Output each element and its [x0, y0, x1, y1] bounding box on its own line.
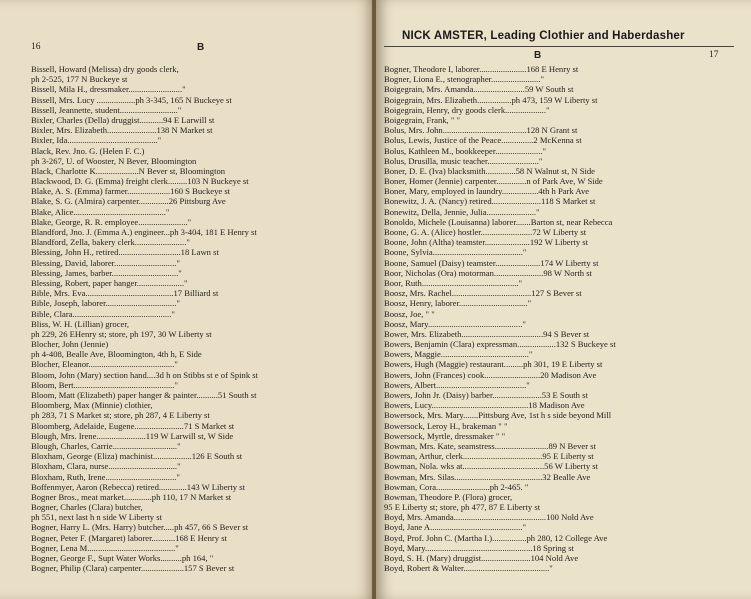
directory-entry: Bowman, Mrs. Kate, seamstress.........................89 N Bever st	[384, 440, 596, 451]
directory-entry: Blake, Alice..........................................."	[31, 206, 170, 217]
directory-entry: Bower, Mrs. Elizabeth......................................94 S Bever st	[384, 328, 590, 339]
directory-entry: Blake, S. G. (Almira) carpenter..............26 Pittsburg Ave	[31, 196, 226, 207]
directory-entry: Boyd, Robert & Walter........................................"	[384, 563, 553, 574]
directory-entry: Bogner, Harry L. (Mrs. Harry) butcher.....ph 457, 66 S Bever st	[31, 522, 249, 533]
left-entry-list	[31, 64, 371, 573]
directory-entry: Bloxham, Clara, nurse................................"	[31, 461, 181, 472]
directory-entry: Bissell, Mrs. Lucy ..................ph 3-345, 165 N Buckeye st	[31, 94, 232, 105]
directory-entry: Boyd, Mary..................................................18 Spring st	[384, 542, 574, 553]
directory-entry: Boor, Ruth............................................."	[384, 277, 523, 288]
directory-entry: Bogner, Peter F. (Margaret) laborer...........168 E Henry st	[31, 532, 227, 543]
running-head: NICK AMSTER, Leading Clothier and Haberdasher	[402, 30, 685, 42]
directory-entry: Boosz, Henry, laborer................................"	[384, 298, 532, 309]
directory-entry: Blandford, Jno. J. (Emma A.) engineer...ph 3-404, 181 E Henry st	[31, 227, 257, 237]
directory-entry: Bogner, Lena M........................................."	[31, 542, 179, 553]
directory-entry: Bowman, Arthur, clerk.....................................95 E Liberty st	[384, 451, 594, 462]
directory-entry: Bonoldo, Michele (Louisanna) laborer.......Barton st, near Rebecca	[384, 216, 613, 227]
directory-entry: Bogner, Charles (Clara) butcher,	[31, 502, 143, 513]
directory-entry: Bixler, Mrs. Elizabeth.......................138 N Market st	[31, 125, 213, 136]
directory-entry: Bloom, John (Mary) section hand....3d h on Stibbs st e of Spink st	[31, 369, 259, 380]
directory-entry: Bolus, Kathleen M., bookkeeper......................"	[384, 145, 546, 156]
directory-entry: Bowers, Maggie........................................."	[384, 349, 533, 360]
directory-entry: Bloom, Bert..............................................."	[31, 379, 178, 390]
directory-entry: Blessing, Robert, paper hanger......................"	[31, 277, 188, 288]
directory-entry: Bolus, Drusilla, music teacher........................"	[384, 155, 543, 166]
directory-entry: Bonewitz, J. A. (Nancy) retired.......................118 S Market st	[384, 196, 596, 207]
directory-entry: Bowers, John (Frances) cook..........................20 Madison Ave	[384, 369, 597, 380]
directory-entry: ph 551, next last h n side W Liberty st	[31, 512, 162, 523]
directory-entry: Bolus, Lewis, Justice of the Peace...............2 McKenna st	[384, 135, 582, 146]
directory-entry: Blough, Charles, Carrie.............................."	[31, 440, 181, 451]
directory-entry: Black, Rev. Jno. G. (Helen F. C.)	[31, 145, 145, 156]
left-section-letter: B	[197, 42, 205, 53]
directory-entry: Boyd, Prof. John C. (Martha I.)................ph 280, 12 College Ave	[384, 532, 608, 543]
directory-entry: Bogner Bros., meat market.............ph 110, 17 N Market st	[31, 491, 232, 502]
directory-entry: Bowers, Hugh (Maggie) restaurant.........ph 301, 19 E Liberty st	[384, 359, 603, 370]
directory-entry: Bible, Mrs. Eva.........................................17 Billiard st	[31, 288, 219, 299]
directory-entry: Boner, D. E. (Iva) blacksmith..............58 N Walnut st, N Side	[384, 165, 595, 176]
right-section-letter: B	[534, 50, 542, 61]
left-page-number: 16	[31, 42, 41, 52]
directory-entry: Bogner, Theodore I, laborer......................168 E Henry st	[384, 64, 579, 74]
directory-entry: Boigegrain, Mrs. Amanda........................59 W South st	[384, 84, 574, 95]
directory-entry: ph 229, 26 EHenry st; store, ph 197, 30 W Liberty st	[31, 328, 212, 339]
directory-entry: Boosz, Joe, " "	[384, 308, 435, 319]
directory-entry: Bogner, Liona E., stenographer......................."	[384, 74, 544, 85]
directory-entry: Boyd, Jane A..........................................."	[384, 522, 526, 533]
directory-entry: Bible, Clara.............................................."	[31, 308, 175, 319]
directory-entry: Blake, A. S. (Emma) farmer....................160 S Buckeye st	[31, 186, 231, 197]
directory-entry: Bowman, Nola. wks at......................................56 W Liberty st	[384, 461, 599, 472]
directory-entry: Bogner, Philip (Clara) carpenter....................157 S Bever st	[31, 563, 235, 574]
directory-entry: Boner, Homer (Jennie) carpenter..............n of Park Ave, W Side	[384, 176, 603, 187]
directory-entry: ph 4-408, Bealle Ave, Bloomington, 4th h, E Side	[31, 349, 202, 360]
directory-entry: Bolus, Mrs. John.......................................128 N Grant st	[384, 125, 578, 136]
directory-entry: Blandford, Zella, bakery clerk........................"	[31, 237, 190, 248]
directory-entry: Boffenmyer, Aaron (Rebecca) retired.............143 W Liberty st	[31, 481, 245, 492]
directory-entry: Bowman, Theodore P. (Flora) grocer,	[384, 491, 513, 502]
directory-entry: Bowman, Mrs. Silas.........................................32 Bealle Ave	[384, 471, 591, 482]
directory-entry: Blessing, John H., retired.............................18 Lawn st	[31, 247, 219, 258]
directory-entry: Bixler, Charles (Della) druggist...........94 E Larwill st	[31, 114, 215, 125]
directory-entry: Boone, John (Altha) teamster.....................192 W Liberty st	[384, 237, 588, 248]
directory-entry: Bowersock, Leroy H., brakeman " "	[384, 420, 508, 431]
directory-entry: Bloomberg, Adelaide, Eugene.......................71 S Market st	[31, 420, 235, 431]
directory-entry: Bliss, W. H. (Lillian) grocer,	[31, 318, 129, 329]
directory-entry: Bissell, Howard (Melissa) dry goods clerk,	[31, 64, 179, 74]
directory-entry: Bowman, Cora.........................ph 2-465. "	[384, 481, 529, 492]
directory-entry: Boigegrain, Henry, dry goods clerk..................."	[384, 104, 550, 115]
directory-entry: Boigegrain, Frank, " "	[384, 114, 460, 125]
directory-entry: Blessing, James, barber..............................."	[31, 267, 182, 278]
directory-entry: Bowers, Albert.........................................."	[384, 379, 530, 390]
directory-entry: Bissell, Jeannette, student..........................."	[31, 104, 182, 115]
directory-entry: Blackwood, D. G. (Emma) freight clerk.........103 N Buckeye st	[31, 176, 249, 187]
directory-entry: ph 2-525, 177 N Buckeye st	[31, 74, 128, 85]
directory-entry: Boone, G. A. (Alice) hostler........................72 W Liberty st	[384, 227, 587, 237]
directory-entry: Bogner, George F., Supt Water Works..........ph 164, "	[31, 553, 214, 563]
directory-entry: Bloxham, George (Eliza) machinist..................126 E South st	[31, 451, 243, 462]
right-page	[376, 0, 751, 599]
right-entry-list	[384, 64, 739, 573]
directory-entry: Blough, Mrs. Irene.......................119 W Larwill st, W Side	[31, 430, 234, 441]
directory-entry: Bissell, Mila H., dressmaker........................."	[31, 84, 186, 95]
directory-entry: Bowersock, Mrs. Mary.......Pittsburg Ave, 1st h s side beyond Mill	[384, 410, 612, 421]
directory-entry: Blake, George, R. R. employee......................."	[31, 216, 192, 227]
directory-entry: Bowers, Benjamin (Clara) expressman..................132 S Buckeye st	[384, 339, 616, 350]
directory-entry: Bowersock, Myrtle, dressmaker " "	[384, 430, 506, 441]
directory-entry: Black, Charlotte K....................N Bever st, Bloomington	[31, 165, 226, 176]
directory-entry: ph 3-267, U. of Wooster, N Bever, Bloomington	[31, 155, 197, 166]
directory-entry: Bloxham, Ruth, Irene................................."	[31, 471, 180, 482]
directory-entry: Bloomberg, Max (Minnie) clothier,	[31, 400, 153, 411]
directory-entry: Boyd, S. H. (Mary) druggist.......................104 Nold Ave	[384, 553, 579, 563]
directory-entry: Bible, Joseph, laborer................................."	[31, 298, 180, 309]
directory-entry: 95 E Liberty st; store, ph 477, 87 E Liberty st	[384, 502, 541, 513]
directory-entry: Boone, Samuel (Daisy) teamster.....................174 W Liberty st	[384, 257, 599, 268]
right-page-number: 17	[709, 50, 719, 60]
directory-entry: Boosz, Mrs. Rachel.....................................127 S Bever st	[384, 288, 582, 299]
directory-entry: Blessing, David, laborer............................."	[31, 257, 180, 268]
directory-entry: Bonewitz, Della, Jennie, Julia......................."	[384, 206, 540, 217]
header-rule	[384, 46, 734, 47]
directory-entry: Bowers, Lucy.............................................18 Madison Ave	[384, 400, 585, 411]
directory-entry: Boone, Sylvia.........................................."	[384, 247, 527, 258]
directory-entry: Blocher, Eleanor........................................"	[31, 359, 178, 370]
directory-entry: Boyd, Mrs. Amanda...........................................100 Nold Ave	[384, 512, 594, 523]
directory-entry: Boigegrain, Mrs. Elizabeth................ph 473, 159 W Liberty st	[384, 94, 598, 105]
directory-entry: Bowers, John Jr. (Daisy) barber.......................53 E South st	[384, 390, 588, 400]
directory-entry: Boner, Mary, employed in laundry.................4th h Park Ave	[384, 186, 590, 197]
directory-entry: ph 283, 71 S Market st; store, ph 287, 4 E Liberty st	[31, 410, 210, 421]
directory-entry: Boor, Nicholas (Ora) motorman.......................98 W North st	[384, 267, 592, 278]
directory-entry: Blocher, John (Jennie)	[31, 339, 109, 350]
directory-entry: Bixler, Ida.........................................."	[31, 135, 162, 146]
left-page	[0, 0, 374, 599]
directory-entry: Bloom, Matt (Elizabeth) paper hanger & painter..........51 South st	[31, 390, 257, 400]
directory-entry: Boosz, Mary............................................"	[384, 318, 526, 329]
